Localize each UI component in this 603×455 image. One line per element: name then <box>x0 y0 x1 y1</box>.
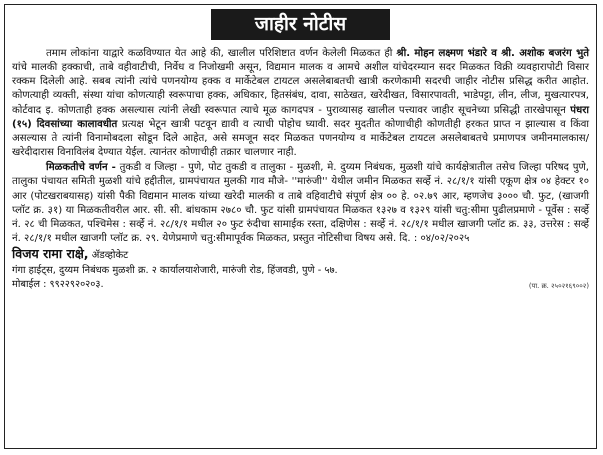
public-notice <box>4 4 597 449</box>
property-schedule <box>12 161 589 246</box>
notice-paragraph <box>12 47 589 160</box>
schedule-heading: मिळकतीचे वर्णन - <box>46 162 116 174</box>
objection-period: पंधरा (१५) दिवसांच्या कालावधीत <box>12 104 589 130</box>
notice-header <box>5 9 596 42</box>
schedule-text: तुकडी व जिल्हा - पुणे, पोट तुकडी व तालुका - मुळशी, मे. दुय्यम निबंधक, मुळशी यांचे कार्यक्षेत्रातील तसेच जिल्हा परिषद पुणे, तालुका पंचायत समिती मुळशी यांचे हद्दीतील, ग्रामपंचायत मुलकी गाव मौजे- ''मारुंजी'' येथील जमीन मिळकत सर्व्हे नं. २८/१/१ यांसी एकूण क्षेत्र ०४ हेक्टर १० आर (पोटखराबयासह) यांसी पैकी विद्यमान मालक यांच्या खरेदी मालकी व ताबे वहिवाटीचे संपूर्ण क्षेत्र ०० हे. ०२.७९ आर, म्हणजेच ३००० चौ. फुट, (खाजगी प्लॉट क्र. ३१) या मिळकतीवरील आर. सी. सी. बांधकाम २७८० चौ. फुट यांसी ग्रामपंचायत मिळकत १३२७ व १३२९ यांसी चतु:सीमा पुढीलप्रमाणे - पूर्वेस : सर्व्हे नं. २८ ची मिळकत, पश्चिमेस : सर्व्हे नं. २८/१/१ मधील २० फुट रुंदीचा सामाईक रस्ता, दक्षिणेस : सर्व्हे नं. २८/१/१ मधील खाजगी प्लॉट क्र. ३३, उत्तरेस : सर्व्हे नं. २८/१/१ मधील खाजगी प्लॉट क्र. २९. येणेप्रमाणे चतु:सीमापूर्वक मिळकत, प्रस्तुत नोटिसीचा विषय असे. दि. : ०४/०२/२०२५ <box>12 162 589 245</box>
paragraph-text-closing: प्रत्यक्ष भेटून खात्री पटवून द्यावी व त्याची पोहोच घ्यावी. सदर मुदतीत कोणाचीही कोणतीही हरकत प्राप्त न झाल्यास व किंवा असल्यास ते त्यांनी विनामोबदला सोडून दिले आहेत, असे समजून सदर मिळकत पणनयोग्य व मार्केटेबल टायटल असलेबाबतचे प्रमाणपत्र जमीनमालकास/खरेदीदारास विनाविलंब देण्यात येईल. त्यानंतर कोणाचीही तक्रार चालणार नाही. <box>12 118 589 159</box>
owner-names: श्री. मोहन लक्ष्मण भंडारे व श्री. अशोक बजरंग भुते <box>396 48 589 59</box>
paragraph-text-intro: तमाम लोकांना याद्वारे कळविण्यात येत आहे की, खालील परिशिष्टात वर्णन केलेली मिळकत ही <box>46 48 397 59</box>
paragraph-text-main: यांचे मालकी हक्काची, ताबे वहीवाटीची, निर्वेध व निजोखमी असून, विद्यमान मालक व आमचे अशील यांचेदरम्यान सदर मिळकत विक्री व्यवहारापोटी विसार रक्कम दिलेली आहे. सबब त्यांनी त्यांचे पणनयोग्य हक्क व मार्केटेबल टायटल असलेबाबतची खात्री करणेकामी सदरची जाहीर नोटीस प्रसिद्ध करीत आहोत. कोणत्याही व्यक्ती, संस्था यांचा कोणत्याही स्वरूपाचा हक्क, अधिकार, हितसंबंध, दावा, साठेखत, खरेदीखत, विसारपावती, भाडेपट्टा, लीन, लीज, मुखत्यारपत्र, कोर्टवाद इ. कोणताही हक्क असल्यास त्यांनी लेखी स्वरूपात त्याचे मूळ कागदपत्र - पुराव्यासह खालील पत्त्यावर जाहीर सूचनेच्या प्रसिद्धी तारखेपासून <box>12 62 589 116</box>
advocate-line <box>12 246 589 264</box>
reference-number: (पा. क्र. २५०२१६९००२) <box>528 281 589 290</box>
signature-block <box>12 246 589 292</box>
notice-body <box>12 47 589 292</box>
notice-title: जाहीर नोटीस <box>211 9 390 40</box>
advocate-role: ॲडव्होकेट <box>88 250 129 262</box>
mobile-number: मोबाईल : ९९२२९२०२०३. <box>12 278 104 290</box>
contact-row <box>12 278 589 292</box>
advocate-name: विजय रामा राक्षे, <box>12 246 89 262</box>
advocate-address: गंगा हाईट्स, दुय्यम निबंधक मुळशी क्र. २ कार्यालयाशेजारी, मारुंजी रोड, हिंजवडी, पुणे - ५७. <box>12 265 338 277</box>
